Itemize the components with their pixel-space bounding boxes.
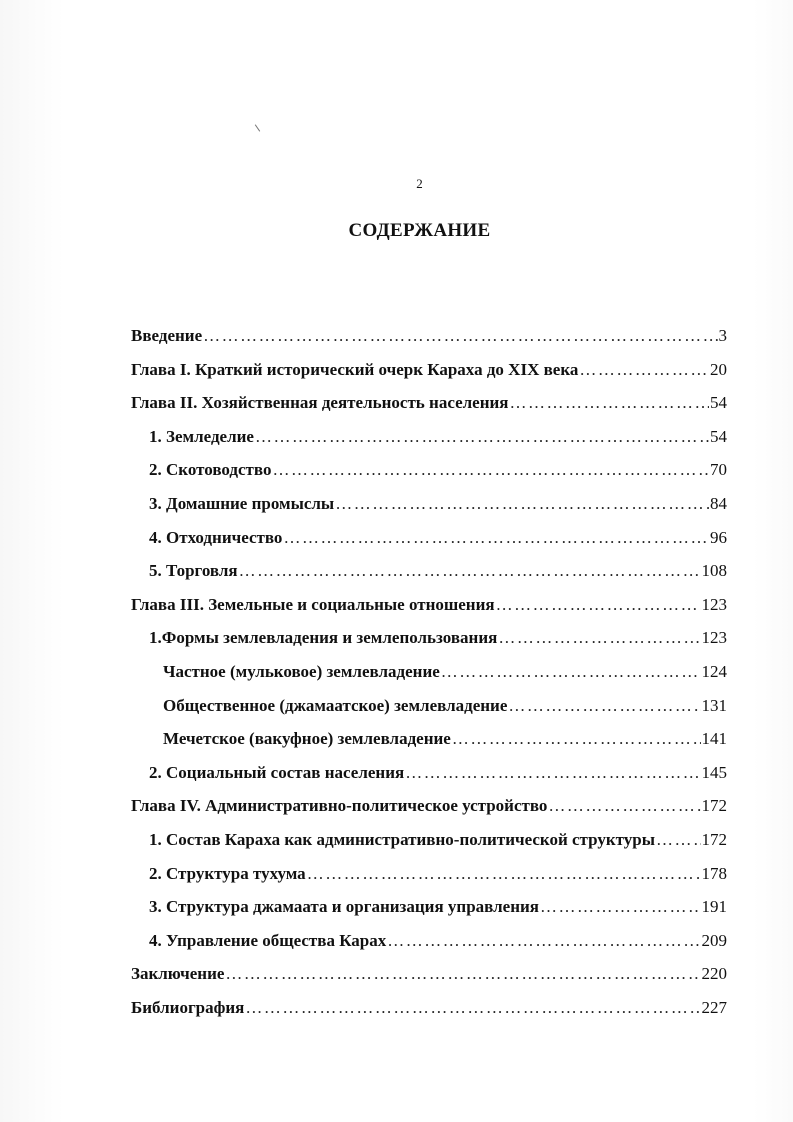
scan-shadow-left (0, 0, 64, 1122)
toc-entry-page: 70 (710, 460, 727, 480)
toc-entry-page: 3 (718, 326, 727, 345)
toc-leader-dots (540, 890, 701, 924)
toc-entry-section[interactable] (131, 823, 727, 857)
toc-leader-dots (272, 453, 709, 487)
toc-leader-dots (307, 857, 701, 891)
toc-entry-page: 209 (701, 930, 727, 950)
toc-entry-page: 141 (701, 729, 727, 749)
toc-leader-dots (452, 722, 701, 756)
toc-entry-page: 54 (710, 426, 727, 446)
toc-entry-label: Заключение (131, 964, 225, 984)
toc-entry-bibliography[interactable] (131, 991, 727, 1025)
toc-entry-page: 227 (701, 997, 727, 1017)
toc-entry-section[interactable] (131, 521, 727, 555)
toc-entry-section[interactable] (131, 453, 727, 487)
toc-leader-dots (225, 957, 700, 991)
toc-entry-subsection[interactable] (131, 655, 727, 689)
toc-entry-section[interactable] (131, 924, 727, 958)
toc-entry-label: 4. Управление общества Карах (149, 930, 387, 950)
toc-leader-dots (255, 420, 709, 454)
toc-entry-page: 108 (701, 561, 727, 581)
toc-leader-dots (203, 319, 717, 353)
toc-entry-label: Мечетское (вакуфное) землевладение (163, 729, 451, 749)
toc-entry-label: Глава IV. Административно-политическое устройство (131, 796, 548, 816)
toc-entry-label: Частное (мульковое) землевладение (163, 661, 440, 681)
toc-entry-section[interactable] (131, 857, 727, 891)
toc-leader-dots (283, 521, 709, 555)
toc-entry-page: 178 (701, 863, 727, 883)
toc-entry-label: Библиография (131, 997, 245, 1017)
toc-entry-label: 1. Земледелие (149, 426, 254, 446)
toc-entry-page: 20 (710, 359, 727, 379)
toc-entry-page: 123 (701, 628, 727, 648)
toc-leader-dots (387, 924, 700, 958)
toc-entry-page: 124 (701, 661, 727, 681)
page-title: СОДЕРЖАНИЕ (348, 220, 491, 241)
toc-entry-page: 123 (701, 594, 727, 614)
toc-leader-dots (548, 789, 700, 823)
toc-leader-dots (510, 386, 710, 420)
toc-entry-label: 4. Отходничество (149, 527, 283, 547)
toc-entry-label: Глава II. Хозяйственная деятельность населения (131, 393, 509, 413)
toc-entry-label: Введение (131, 326, 203, 345)
toc-entry-page: 145 (701, 762, 727, 782)
toc-entry-label: 2. Социальный состав населения (149, 762, 405, 782)
toc-entry-label: 5. Торговля (149, 561, 238, 581)
toc-entry-label: Глава III. Земельные и социальные отношения (131, 594, 495, 614)
toc-entry-label: 3. Структура джамаата и организация управления (149, 897, 539, 917)
toc-entry-label: 3. Домашние промыслы (149, 493, 335, 513)
toc-entry-label: 1.Формы землевладения и землепользования (149, 628, 498, 648)
toc-entry-label: 1. Состав Караха как административно-политической структуры (149, 829, 655, 849)
toc-entry-section[interactable] (131, 554, 727, 588)
toc-leader-dots (335, 487, 709, 521)
toc-entry-conclusion[interactable] (131, 957, 727, 991)
table-of-contents (131, 319, 727, 1024)
toc-entry-chapter-2[interactable] (131, 386, 727, 420)
toc-entry-section[interactable] (131, 487, 727, 521)
toc-leader-dots (656, 823, 701, 857)
toc-entry-page: 172 (701, 796, 727, 816)
toc-leader-dots (508, 689, 700, 723)
toc-entry-section[interactable] (131, 756, 727, 790)
toc-entry-section[interactable] (131, 621, 727, 655)
toc-entry-page: 84 (710, 493, 727, 513)
toc-entry-subsection[interactable] (131, 689, 727, 723)
page-number: 2 (416, 176, 423, 191)
toc-entry-section[interactable] (131, 890, 727, 924)
toc-leader-dots (496, 588, 701, 622)
toc-leader-dots (441, 655, 701, 689)
toc-entry-page: 54 (710, 393, 727, 413)
toc-entry-label: Глава I. Краткий исторический очерк Караха до XIX века (131, 359, 579, 379)
toc-entry-subsection[interactable] (131, 722, 727, 756)
toc-entry-page: 172 (701, 829, 727, 849)
toc-leader-dots (239, 554, 701, 588)
toc-entry-label: 2. Структура тухума (149, 863, 306, 883)
toc-entry-page: 220 (701, 964, 727, 984)
toc-entry-section[interactable] (131, 420, 727, 454)
toc-entry-chapter-3[interactable] (131, 588, 727, 622)
toc-entry-introduction[interactable] (131, 319, 727, 353)
toc-entry-page: 191 (701, 897, 727, 917)
toc-leader-dots (579, 353, 709, 387)
toc-entry-label: Общественное (джамаатское) землевладение (163, 695, 508, 715)
toc-entry-chapter-4[interactable] (131, 789, 727, 823)
toc-entry-page: 131 (701, 695, 727, 715)
toc-entry-page: 96 (710, 527, 727, 547)
scan-speck (255, 124, 260, 131)
toc-entry-chapter-1[interactable] (131, 353, 727, 387)
toc-leader-dots (498, 621, 700, 655)
toc-entry-label: 2. Скотоводство (149, 460, 272, 480)
toc-leader-dots (245, 991, 700, 1025)
scan-shadow-right (753, 0, 793, 1122)
toc-leader-dots (405, 756, 700, 790)
